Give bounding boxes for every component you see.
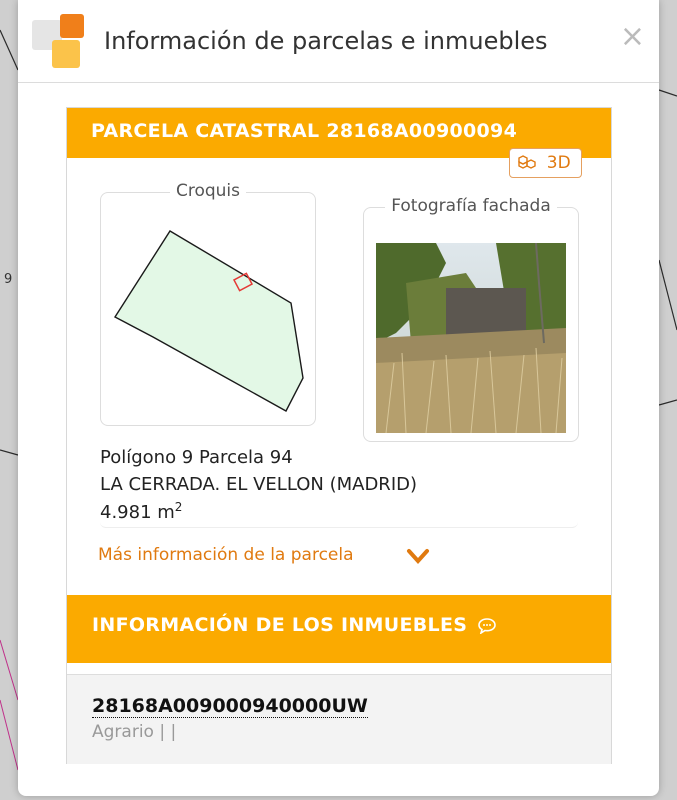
- cubes-icon: [518, 154, 541, 172]
- facade-photo[interactable]: [376, 243, 566, 433]
- facade-photo-box: [363, 196, 579, 442]
- dialog-title: Información de parcelas e inmuebles: [104, 27, 548, 55]
- comment-icon[interactable]: [478, 618, 496, 634]
- parcel-location: Polígono 9 Parcela 94: [100, 447, 293, 468]
- inmuebles-header: [67, 595, 611, 663]
- inmuebles-header-label: INFORMACIÓN DE LOS INMUEBLES: [92, 614, 468, 636]
- more-info-link[interactable]: Más información de la parcela: [98, 545, 354, 565]
- dialog-header: [18, 0, 659, 83]
- chevron-down-icon[interactable]: [405, 546, 431, 566]
- map-parcel-number: 9: [4, 272, 13, 287]
- parcel-address: LA CERRADA. EL VELLON (MADRID): [100, 474, 418, 495]
- inmueble-ref-link[interactable]: 28168A009000940000UW: [92, 695, 368, 717]
- catastro-logo: [32, 14, 86, 70]
- croquis-box: [100, 181, 316, 426]
- parcel-sketch[interactable]: [101, 193, 315, 425]
- view-3d-label: 3D: [546, 153, 571, 173]
- parcel-header: PARCELA CATASTRAL 28168A00900094: [67, 108, 611, 158]
- facade-legend: Fotografía fachada: [385, 196, 557, 216]
- parcel-panel: [66, 107, 612, 764]
- parcel-info-dialog: [18, 0, 659, 796]
- parcel-area: 4.981 $m^2$: [100, 500, 183, 523]
- croquis-legend: Croquis: [170, 181, 246, 201]
- view-3d-button[interactable]: [509, 148, 582, 178]
- parcel-info-block: [100, 445, 578, 528]
- close-button[interactable]: ×: [619, 19, 645, 54]
- inmueble-use: Agrario | |: [92, 722, 177, 742]
- inmueble-item: [67, 674, 611, 764]
